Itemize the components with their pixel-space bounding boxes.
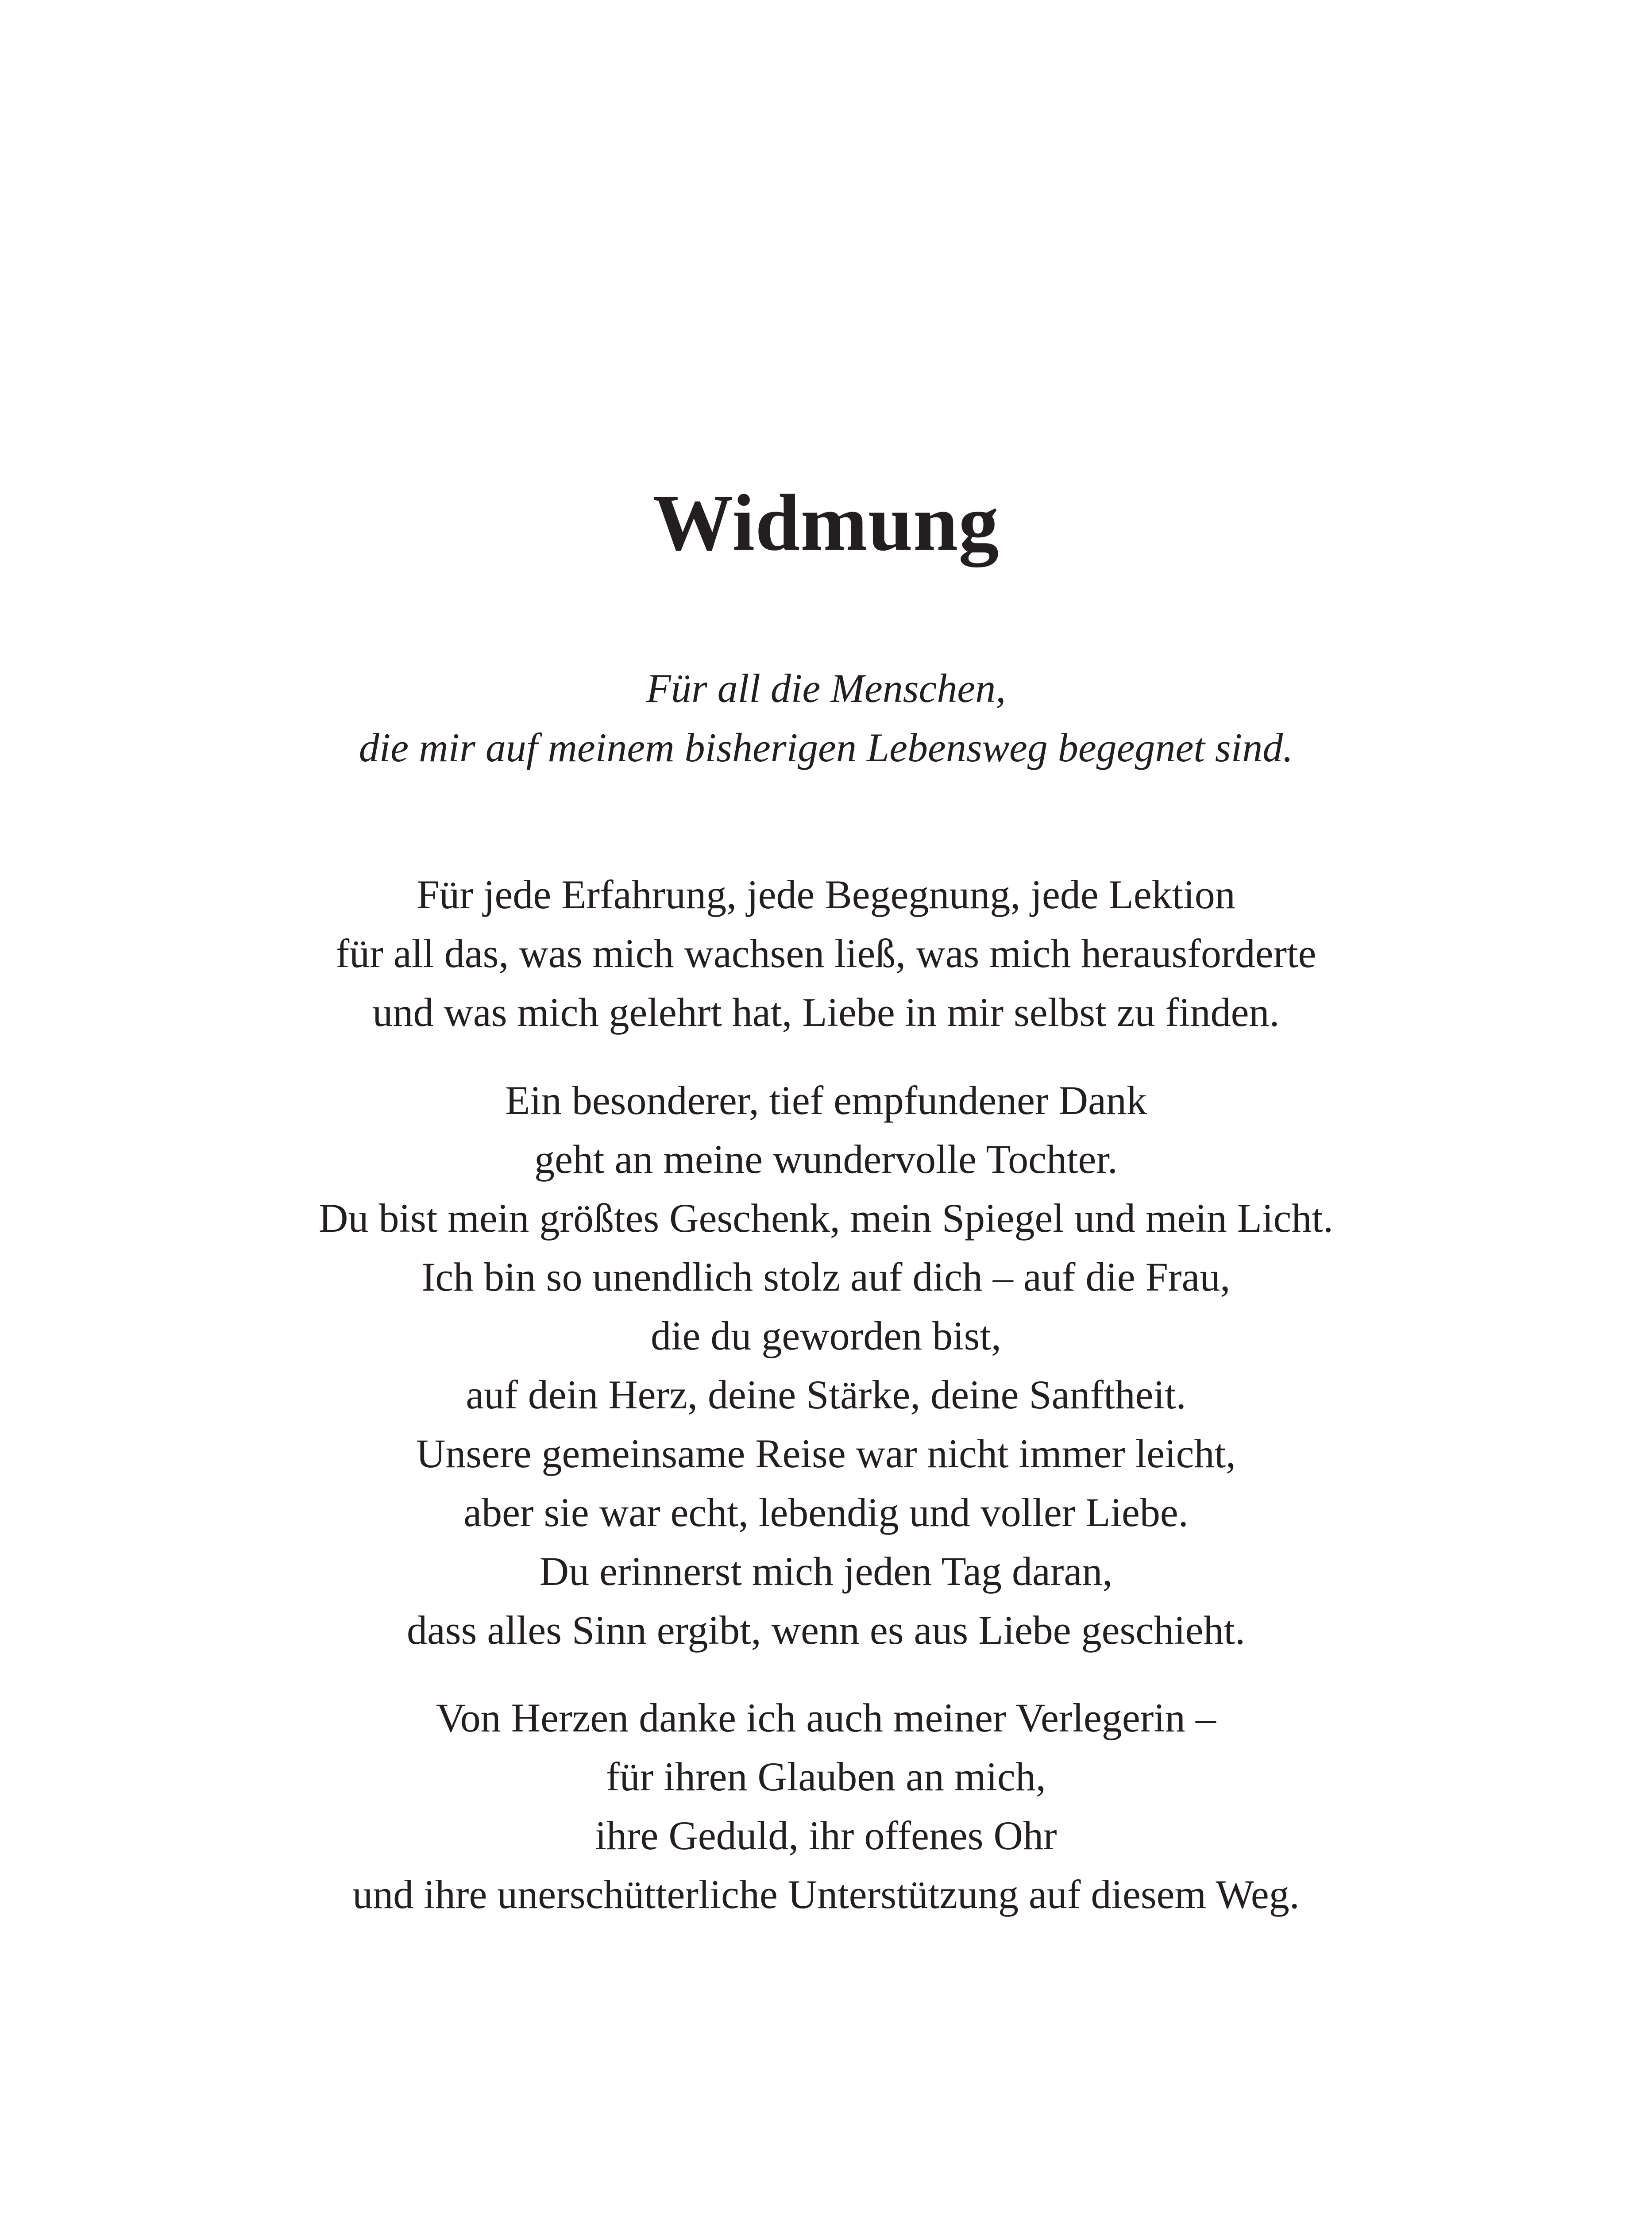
intro-dedication [0, 659, 1652, 777]
text-line: dass alles Sinn ergibt, wenn es aus Liebe geschieht. [406, 1608, 1246, 1653]
text-line: aber sie war echt, lebendig und voller Liebe. [463, 1490, 1189, 1535]
intro-line: die mir auf meinem bisherigen Lebensweg begegnet sind. [359, 725, 1293, 770]
intro-line: Für all die Menschen, [646, 666, 1006, 711]
paragraph-daughter [0, 1071, 1652, 1660]
text-line: Von Herzen danke ich auch meiner Verlegerin – [436, 1695, 1216, 1740]
text-line: für ihren Glauben an mich, [606, 1754, 1046, 1799]
text-line: geht an meine wundervolle Tochter. [534, 1137, 1118, 1182]
page-title: Widmung [652, 478, 1000, 567]
text-line: und ihre unerschütterliche Unterstützung auf diesem Weg. [352, 1872, 1300, 1917]
text-line: Ein besonderer, tief empfundener Dank [505, 1078, 1147, 1123]
text-line: Ich bin so unendlich stolz auf dich – auf die Frau, [421, 1254, 1231, 1299]
text-line: für all das, was mich wachsen ließ, was mich herausforderte [336, 931, 1316, 976]
paragraph-publisher [0, 1689, 1652, 1924]
text-line: Du bist mein größtes Geschenk, mein Spiegel und mein Licht. [319, 1195, 1333, 1241]
text-line: Unsere gemeinsame Reise war nicht immer leicht, [416, 1431, 1236, 1476]
text-line: und was mich gelehrt hat, Liebe in mir selbst zu finden. [372, 990, 1280, 1035]
text-line: ihre Geduld, ihr offenes Ohr [595, 1813, 1057, 1858]
text-line: auf dein Herz, deine Stärke, deine Sanftheit. [466, 1372, 1186, 1417]
text-line: Für jede Erfahrung, jede Begegnung, jede Lektion [417, 872, 1235, 917]
text-line: die du geworden bist, [650, 1313, 1002, 1358]
paragraph-experiences [0, 865, 1652, 1042]
text-line: Du erinnerst mich jeden Tag daran, [539, 1549, 1113, 1594]
